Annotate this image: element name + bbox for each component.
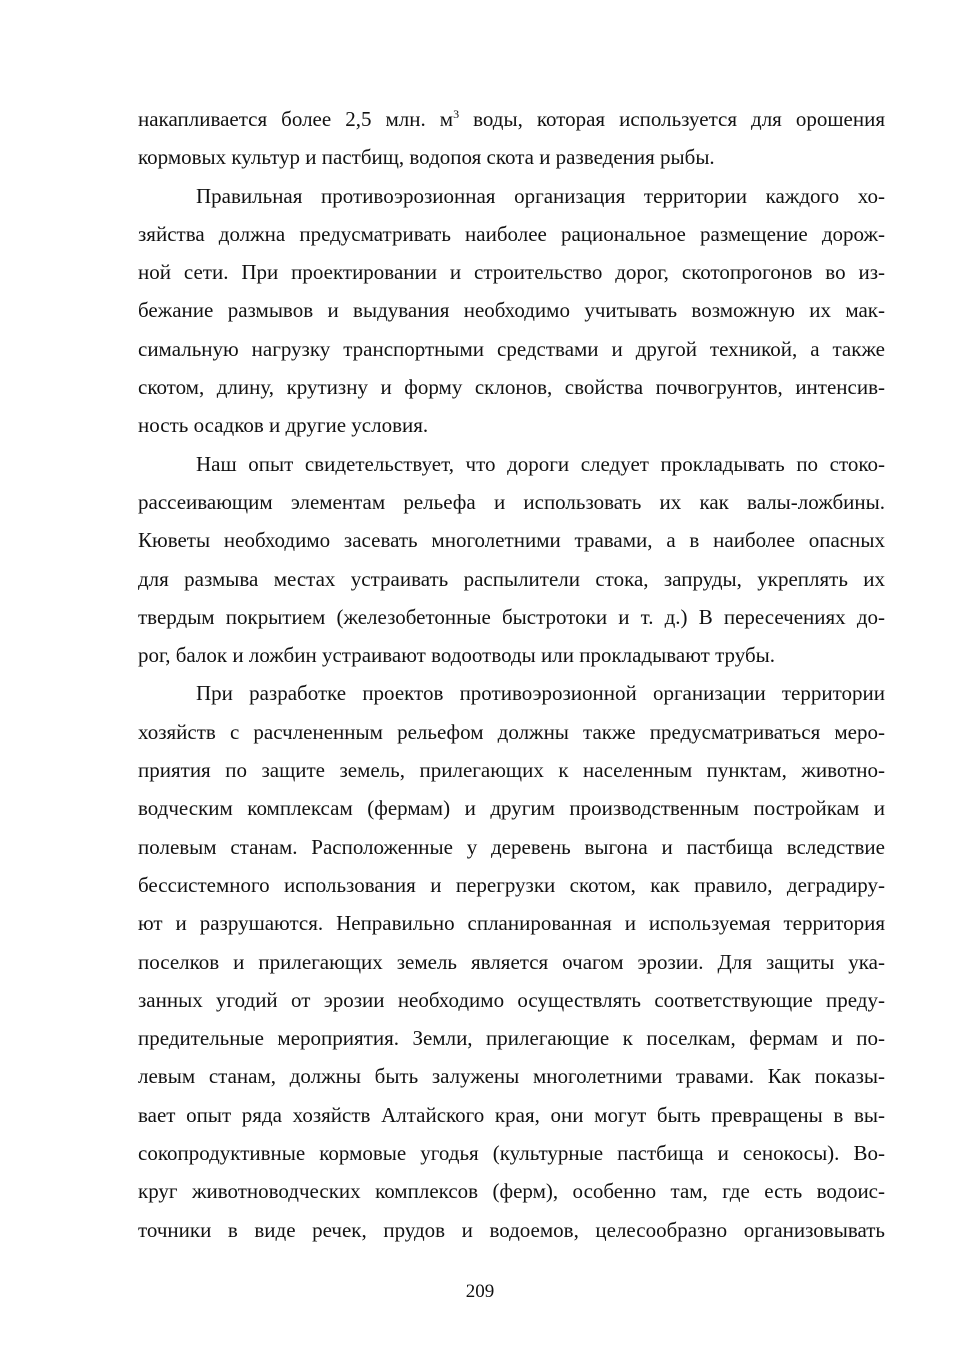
text-line: полевым станам. Расположенные у деревень выгона и пастбища вследствие: [138, 834, 885, 859]
text-line: накапливается более 2,5 млн. $м^3$ воды, которая используется для орошения: [138, 107, 885, 131]
text-line: занных угодий от эрозии необходимо осуществлять соответствующие преду-: [138, 987, 885, 1012]
text-line: хозяйств с расчлененным рельефом должны также предусматриваться меро-: [138, 719, 885, 744]
text-line: кормовых культур и пастбищ, водопоя скота и разведения рыбы.: [138, 145, 715, 170]
body-text: [138, 100, 885, 1249]
superscript-exponent: 3: [453, 107, 460, 121]
text-line: Кюветы необходимо засевать многолетними травами, а в наиболее опасных: [138, 528, 885, 553]
text-line: круг животноводческих комплексов (ферм), особенно там, где есть водоис-: [138, 1179, 885, 1204]
text-line: симальную нагрузку транспортными средствами и другой техникой, а также: [138, 336, 885, 361]
text-line: твердым покрытием (железобетонные быстротоки и т. д.) В пересечениях до-: [138, 604, 885, 629]
text-line: сокопродуктивные кормовые угодья (культурные пастбища и сенокосы). Во-: [138, 1141, 885, 1166]
text-line: Правильная противоэрозионная организация территории каждого хо-: [196, 183, 885, 208]
text-line: предительные мероприятия. Земли, прилегающие к поселкам, фермам и по-: [138, 1026, 885, 1051]
text-line: Наш опыт свидетельствует, что дороги следует прокладывать по стоко-: [196, 451, 885, 476]
text-line: водческим комплексам (фермам) и другим производственным постройкам и: [138, 796, 885, 821]
text-line: приятия по защите земель, прилегающих к населенным пунктам, животно-: [138, 758, 885, 783]
text-line: поселков и прилегающих земель является очагом эрозии. Для защиты ука-: [138, 949, 885, 974]
text-line: При разработке проектов противоэрозионной организации территории: [196, 681, 885, 706]
text-line: скотом, длину, крутизну и форму склонов, свойства почвогрунтов, интенсив-: [138, 375, 885, 400]
text-line: рог, балок и ложбин устраивают водоотводы или прокладывают трубы.: [138, 643, 775, 668]
text-line: рассеивающим элементам рельефа и использовать их как валы-ложбины.: [138, 489, 885, 514]
text-line: бежание размывов и выдувания необходимо учитывать возможную их мак-: [138, 298, 885, 323]
text-line: левым станам, должны быть залужены многолетними травами. Как показы-: [138, 1064, 885, 1089]
text-line: зяйства должна предусматривать наиболее рациональное размещение дорож-: [138, 221, 885, 246]
text-line: точники в виде речек, прудов и водоемов, целесообразно организовывать: [138, 1217, 885, 1242]
text-line: ют и разрушаются. Неправильно спланированная и используемая территория: [138, 911, 885, 936]
text-line: бессистемного использования и перегрузки скотом, как правило, деградиру-: [138, 872, 885, 897]
text-line: ность осадков и другие условия.: [138, 413, 429, 438]
text-line: ной сети. При проектировании и строительство дорог, скотопрогонов во из-: [138, 260, 885, 285]
page-number: 209: [465, 1281, 495, 1302]
text-line: для размыва местах устраивать распылители стока, запруды, укреплять их: [138, 566, 885, 591]
text-line: вает опыт ряда хозяйств Алтайского края, они могут быть превращены в вы-: [138, 1102, 885, 1127]
